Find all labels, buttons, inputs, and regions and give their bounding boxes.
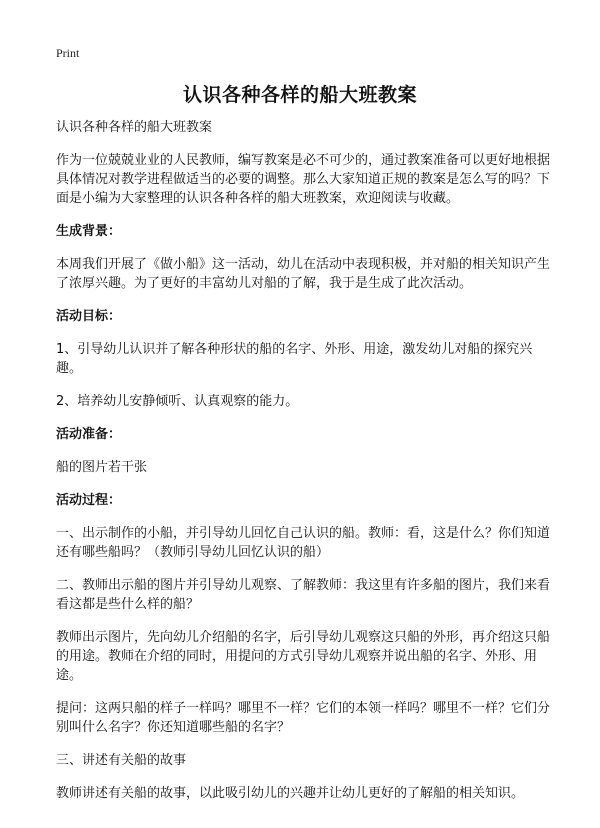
process-heading: 活动过程： [56,493,122,508]
background-paragraph: 本周我们开展了《做小船》这一活动，幼儿在活动中表现积极，并对船的相关知识产生了浓厚兴趣。为了更好的丰富幼儿对船的了解，我于是生成了此次活动。 [56,257,551,291]
print-link[interactable]: Print [56,46,80,60]
background-heading: 生成背景： [56,224,122,239]
process-step-1: 一、出示制作的小船，并引导幼儿回忆自己认识的船。教师：看，这是什么？你们知道还有哪些船吗？（教师引导幼儿回忆认识的船） [56,526,551,560]
article-subtitle: 认识各种各样的船大班教案 [56,120,213,135]
intro-paragraph: 作为一位兢兢业业的人民教师，编写教案是必不可少的，通过教案准备可以更好地根据具体情况对教学进程做适当的必要的调整。那么大家知道正规的教案是怎么写的吗？下面是小编为大家整理的认识各种各样的船大班教案，欢迎阅读与收藏。 [56,153,551,206]
process-step-2: 二、教师出示船的图片并引导幼儿观察、了解教师：我这里有许多船的图片，我们来看看这都是些什么样的船？ [56,578,551,612]
goals-heading: 活动目标： [56,309,122,324]
process-step-3: 三、讲述有关船的故事 [56,753,187,768]
goal-item-1: 1、引导幼儿认识并了解各种形状的船的名字、外形、用途，激发幼儿对船的探究兴趣。 [56,342,533,376]
process-step-2-detail: 教师出示图片，先向幼儿介绍船的名字，后引导幼儿观察这只船的外形，再介绍这只船的用途。教师在介绍的同时，用提问的方式引导幼儿观察并说出船的名字、外形、用途。 [56,630,551,683]
goal-item-2: 2、培养幼儿安静倾听、认真观察的能力。 [56,394,299,409]
page-title: 认识各种各样的船大班教案 [182,84,417,106]
preparation-paragraph: 船的图片若干张 [56,460,148,475]
process-step-2-question: 提问：这两只船的样子一样吗？哪里不一样？它们的本领一样吗？哪里不一样？它们分别叫什么名字？你还知道哪些船的名字？ [56,701,551,735]
preparation-heading: 活动准备： [56,427,122,442]
article-body [56,118,552,803]
process-step-3-detail: 教师讲述有关船的故事，以此吸引幼儿的兴趣并让幼儿更好的了解船的相关知识。 [56,786,525,801]
